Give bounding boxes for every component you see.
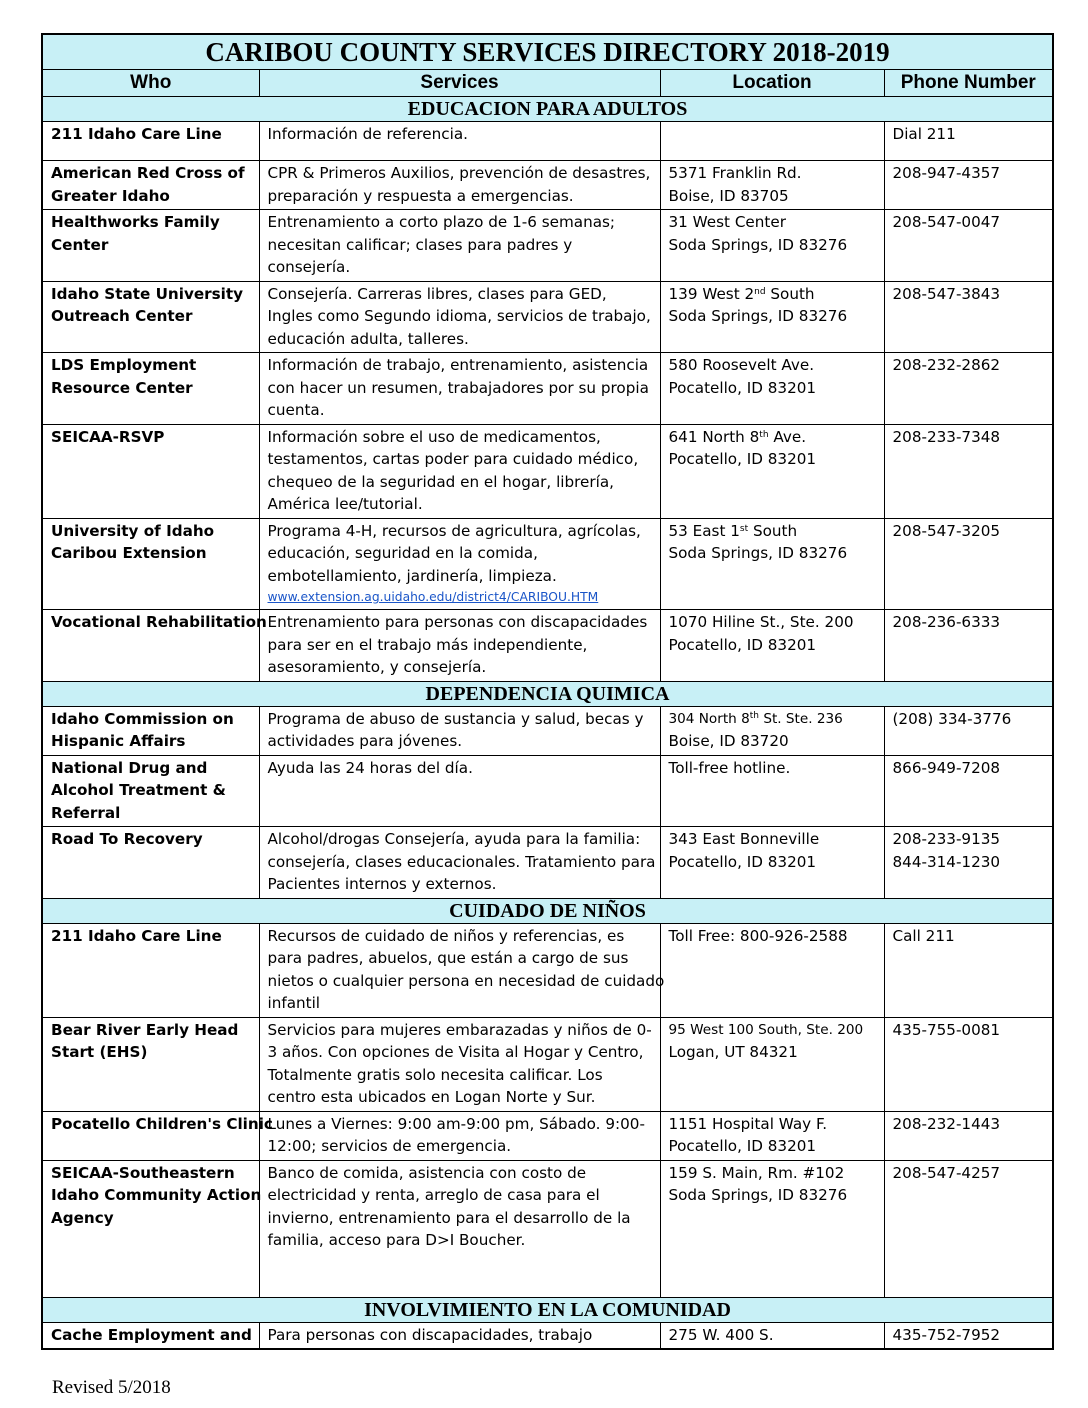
cell-line: con hacer un resumen, trabajadores por su propia	[267, 378, 649, 397]
cell-phone	[884, 161, 1053, 210]
cell-phone	[884, 281, 1053, 353]
cell-who	[42, 281, 259, 353]
cell-location	[660, 518, 884, 610]
cell-line: 275 W. 400 S.	[668, 1325, 774, 1344]
cell-line: Ingles como Segundo idioma, servicios de trabajo,	[267, 307, 651, 325]
cell-line: 1151 Hospital Way F.	[668, 1114, 828, 1133]
cell-who	[42, 353, 259, 425]
cell-line: 208-547-3843	[892, 284, 1001, 303]
website-link[interactable]: www.extension.ag.uidaho.edu/district4/CARIBOU.HTM	[267, 590, 599, 604]
cell-line: Información de trabajo, entrenamiento, asistencia	[267, 356, 649, 374]
cell-line: Referral	[51, 803, 121, 822]
cell-line: Programa 4-H, recursos de agricultura, agrícolas,	[267, 521, 641, 540]
cell-phone	[884, 827, 1053, 899]
cell-services	[259, 1017, 660, 1111]
directory-sheet	[41, 33, 1052, 1350]
table-row	[42, 281, 1053, 353]
cell-line: Boise, ID 83705	[668, 186, 789, 205]
cell-services	[259, 1111, 660, 1160]
cell-phone	[884, 923, 1053, 1017]
cell-line: Call 211	[892, 926, 955, 945]
cell-line: University of Idaho	[51, 521, 215, 540]
cell-location	[660, 1160, 884, 1297]
cell-line: National Drug and	[51, 758, 208, 777]
cell-line: Ayuda las 24 horas del día.	[267, 758, 473, 777]
cell-line: Soda Springs, ID 83276	[668, 235, 848, 254]
table-row	[42, 122, 1053, 161]
cell-line: 211 Idaho Care Line	[51, 926, 222, 945]
cell-line: Pocatello, ID 83201	[668, 378, 817, 397]
cell-location	[660, 281, 884, 353]
cell-location	[660, 161, 884, 210]
cell-line: Cache Employment and	[51, 1325, 252, 1344]
cell-line: consejería.	[267, 258, 351, 276]
cell-line: Alcohol Treatment &	[51, 781, 226, 799]
cell-line: cuenta.	[267, 401, 325, 419]
cell-services	[259, 923, 665, 1017]
cell-line: educación, seguridad en la comida,	[267, 544, 538, 562]
cell-line: Pocatello, ID 83201	[668, 635, 817, 654]
cell-line: Pocatello Children's Clinic	[51, 1114, 273, 1133]
cell-line: 208-547-4257	[892, 1163, 1001, 1182]
cell-line: nietos o cualquier persona en necesidad de cuidado	[267, 971, 665, 990]
section-header: INVOLVIMIENTO EN LA COMUNIDAD	[42, 1297, 1053, 1322]
cell-who	[42, 424, 259, 518]
cell-line: familia, acceso para D>I Boucher.	[267, 1231, 526, 1249]
cell-who	[42, 923, 259, 1017]
cell-line: LDS Employment	[51, 356, 197, 374]
cell-line: Hispanic Affairs	[51, 732, 186, 750]
cell-services	[259, 353, 660, 425]
table-row	[42, 161, 1053, 210]
cell-services	[259, 424, 660, 518]
cell-line: centro esta ubicados en Logan Norte y Sur.	[267, 1088, 596, 1106]
cell-who	[42, 755, 259, 827]
cell-location	[660, 210, 884, 282]
cell-phone	[884, 706, 1053, 755]
cell-line: Road To Recovery	[51, 830, 203, 848]
cell-services	[259, 281, 660, 353]
cell-phone	[884, 518, 1053, 610]
table-row	[42, 1160, 1053, 1297]
cell-who	[42, 161, 259, 210]
cell-line: Entrenamiento a corto plazo de 1-6 semanas;	[267, 213, 616, 231]
cell-phone	[884, 1160, 1053, 1297]
cell-services	[259, 210, 660, 282]
cell-line: 53 East 1st South	[668, 521, 798, 540]
cell-line: Para personas con discapacidades, trabajo	[267, 1325, 593, 1344]
cell-phone	[884, 1111, 1053, 1160]
cell-line: Toll-free hotline.	[668, 758, 791, 777]
cell-line: 208-547-3205	[892, 521, 1001, 540]
table-row	[42, 755, 1053, 827]
cell-line: para padres, abuelos, que están a cargo de sus	[267, 949, 629, 967]
cell-line: necesitan calificar; clases para padres y	[267, 235, 573, 254]
cell-line: Center	[51, 235, 109, 254]
cell-line: 208-547-0047	[892, 213, 1001, 231]
cell-who	[42, 706, 259, 755]
cell-line: (208) 334-3776	[892, 709, 1012, 728]
table-row	[42, 706, 1053, 755]
cell-who	[42, 518, 259, 610]
cell-phone	[884, 210, 1053, 282]
cell-location	[660, 353, 884, 425]
cell-line: Bear River Early Head	[51, 1020, 239, 1039]
cell-line: 866-949-7208	[892, 758, 1001, 777]
cell-line: SEICAA-Southeastern	[51, 1163, 235, 1182]
cell-line: Vocational Rehabilitation	[51, 613, 267, 631]
table-row	[42, 827, 1053, 899]
cell-line: 95 West 100 South, Ste. 200	[668, 1021, 864, 1038]
cell-line: Información de referencia.	[267, 125, 468, 143]
section-header: DEPENDENCIA QUIMICA	[42, 681, 1053, 706]
cell-line: Agency	[51, 1208, 114, 1227]
cell-line: 641 North 8th Ave.	[668, 427, 807, 446]
cell-who	[42, 210, 259, 282]
section-header: CUIDADO DE NIÑOS	[42, 898, 1053, 923]
cell-location	[660, 424, 884, 518]
cell-location	[660, 1017, 884, 1111]
cell-line: 208-232-1443	[892, 1114, 1001, 1133]
table-row	[42, 353, 1053, 425]
cell-line: 208-236-6333	[892, 613, 1001, 631]
cell-location	[660, 706, 884, 755]
cell-line: 208-947-4357	[892, 164, 1001, 182]
cell-line: para ser en el trabajo más independiente,	[267, 635, 588, 654]
cell-line: electricidad y renta, arreglo de casa para el	[267, 1186, 600, 1204]
cell-line: Idaho State University	[51, 284, 244, 303]
cell-line: Start (EHS)	[51, 1043, 148, 1061]
column-header-services: Services	[259, 70, 660, 97]
cell-line: 208-233-7348	[892, 427, 1001, 446]
cell-line: Caribou Extension	[51, 544, 207, 562]
cell-line: Soda Springs, ID 83276	[668, 1186, 848, 1204]
cell-who	[42, 827, 259, 899]
cell-location	[660, 610, 884, 682]
cell-who	[42, 1017, 259, 1111]
column-header-who: Who	[42, 70, 259, 97]
cell-line: Totalmente gratis solo necesita calificar. Los	[267, 1065, 603, 1084]
table-row	[42, 1017, 1053, 1111]
cell-line: Servicios para mujeres embarazadas y niños de 0-	[267, 1020, 652, 1039]
column-header-location: Location	[660, 70, 884, 97]
cell-line: Banco de comida, asistencia con costo de	[267, 1163, 587, 1182]
section-header: EDUCACION PARA ADULTOS	[42, 97, 1053, 122]
cell-who	[42, 1160, 262, 1297]
cell-line: Dial 211	[892, 125, 956, 143]
cell-line: actividades para jóvenes.	[267, 732, 463, 750]
cell-line: Outreach Center	[51, 307, 193, 325]
cell-line: Soda Springs, ID 83276	[668, 544, 848, 562]
cell-services	[259, 518, 660, 610]
cell-line: Idaho Community Action	[51, 1186, 262, 1204]
table-row	[42, 518, 1053, 610]
cell-line: 159 S. Main, Rm. #102	[668, 1163, 845, 1182]
cell-line: Programa de abuso de sustancia y salud, becas y	[267, 709, 644, 728]
cell-phone	[884, 755, 1053, 827]
cell-phone	[884, 122, 1053, 161]
cell-line: chequeo de la seguridad en el hogar, librería,	[267, 472, 615, 491]
cell-line: infantil	[267, 994, 321, 1012]
cell-line: SEICAA-RSVP	[51, 427, 165, 446]
cell-location	[660, 1111, 884, 1160]
cell-line: 211 Idaho Care Line	[51, 125, 222, 143]
cell-phone	[884, 1017, 1053, 1111]
cell-line: Entrenamiento para personas con discapacidades	[267, 613, 648, 631]
cell-line: Información sobre el uso de medicamentos,	[267, 427, 601, 446]
cell-location	[660, 923, 884, 1017]
cell-line: Pocatello, ID 83201	[668, 1137, 817, 1155]
cell-line: consejería, clases educacionales. Tratamiento para	[267, 852, 656, 871]
column-header-phone: Phone Number	[884, 70, 1053, 97]
cell-phone	[884, 610, 1053, 682]
cell-phone	[884, 1322, 1053, 1349]
cell-line: 12:00; servicios de emergencia.	[267, 1137, 512, 1155]
cell-services	[259, 1322, 660, 1349]
cell-who	[42, 610, 267, 682]
cell-line: 5371 Franklin Rd.	[668, 164, 802, 182]
table-row	[42, 424, 1053, 518]
cell-line: Pacientes internos y externos.	[267, 875, 497, 893]
cell-line: Boise, ID 83720	[668, 732, 789, 750]
cell-line: educación adulta, talleres.	[267, 329, 469, 348]
cell-line: CPR & Primeros Auxilios, prevención de desastres,	[267, 164, 651, 182]
cell-services	[259, 827, 660, 899]
directory-title: CARIBOU COUNTY SERVICES DIRECTORY 2018-2019	[42, 34, 1053, 70]
cell-services	[259, 755, 660, 827]
cell-line: asesoramiento, y consejería.	[267, 658, 487, 676]
cell-services	[259, 610, 660, 682]
table-row	[42, 1111, 1053, 1160]
cell-who	[42, 1322, 259, 1349]
cell-line: Lunes a Viernes: 9:00 am-9:00 pm, Sábado. 9:00-	[267, 1114, 645, 1133]
cell-line: 304 North 8th St. Ste. 236	[668, 710, 843, 727]
cell-line: Recursos de cuidado de niños y referencias, es	[267, 926, 625, 945]
cell-location	[660, 755, 884, 827]
cell-line: Healthworks Family	[51, 213, 220, 231]
directory-table	[41, 33, 1054, 1350]
cell-line: preparación y respuesta a emergencias.	[267, 186, 574, 205]
cell-location	[660, 122, 884, 161]
cell-line: 343 East Bonneville	[668, 830, 820, 848]
table-row	[42, 923, 1053, 1017]
cell-line: 208-232-2862	[892, 356, 1001, 374]
cell-line: Soda Springs, ID 83276	[668, 307, 848, 325]
cell-line: 1070 Hiline St., Ste. 200	[668, 613, 854, 631]
cell-line: 3 años. Con opciones de Visita al Hogar y Centro,	[267, 1043, 644, 1061]
cell-line: Pocatello, ID 83201	[668, 852, 817, 871]
cell-who	[42, 122, 259, 161]
cell-services	[259, 122, 660, 161]
cell-line: 435-755-0081	[892, 1020, 1001, 1039]
cell-location	[660, 1322, 884, 1349]
cell-line: Idaho Commission on	[51, 709, 234, 728]
cell-line: Toll Free: 800-926-2588	[668, 926, 848, 945]
cell-line: Consejería. Carreras libres, clases para GED,	[267, 284, 607, 303]
cell-line: 580 Roosevelt Ave.	[668, 356, 815, 374]
cell-line: Greater Idaho	[51, 186, 170, 205]
cell-who	[42, 1111, 273, 1160]
cell-phone	[884, 424, 1053, 518]
cell-line: América lee/tutorial.	[267, 495, 423, 513]
cell-line: Resource Center	[51, 378, 193, 397]
cell-line: embotellamiento, jardinería, limpieza.	[267, 566, 557, 585]
cell-line: invierno, entrenamiento para el desarrollo de la	[267, 1208, 631, 1227]
revision-note: Revised 5/2018	[52, 1377, 171, 1398]
cell-location	[660, 827, 884, 899]
cell-line: Alcohol/drogas Consejería, ayuda para la familia:	[267, 830, 641, 848]
table-row	[42, 1322, 1053, 1349]
cell-services	[259, 161, 660, 210]
cell-line: American Red Cross of	[51, 164, 245, 182]
cell-line: 31 West Center	[668, 213, 786, 231]
cell-line: testamentos, cartas poder para cuidado médico,	[267, 450, 639, 468]
cell-phone	[884, 353, 1053, 425]
table-row	[42, 610, 1053, 682]
cell-line: Logan, UT 84321	[668, 1043, 798, 1061]
cell-services	[259, 1160, 660, 1297]
cell-line: Pocatello, ID 83201	[668, 450, 817, 468]
cell-line: 435-752-7952	[892, 1325, 1001, 1344]
cell-line: 208-233-9135	[892, 830, 1001, 848]
cell-line: 844-314-1230	[892, 852, 1001, 871]
cell-services	[259, 706, 660, 755]
table-row	[42, 210, 1053, 282]
cell-line: 139 West 2nd South	[668, 284, 815, 303]
